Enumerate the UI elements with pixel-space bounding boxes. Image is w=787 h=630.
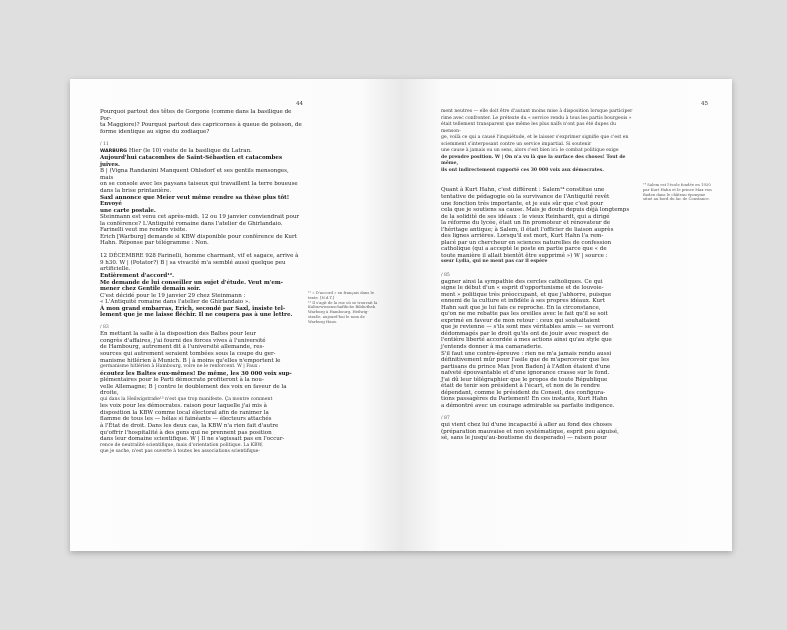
text-line: En mettant la salle à la disposition des Baltes pour leur [100, 331, 257, 338]
text-line: catholique (qui a accepté le poste en partie parce que « de [441, 246, 607, 253]
text-line: ennemi de la culture et infidèle à ses propres idéaux. Kurt [441, 298, 605, 305]
text-line: Hahn. Réponse par télégramme : Non. [100, 240, 209, 247]
left-text-column [100, 109, 302, 456]
text-line: lement que je me laisse fléchir. Il ne coupera pas à une lettre. [100, 312, 293, 319]
text-line: Aujourd'hui catacombes de Saint-Sébastien et catacombes juives. [100, 155, 283, 168]
text-line: rence de neutralité scientifique, mais d'orientation politique. La KBW, [100, 442, 263, 448]
text-line: une fonction très importante, et je suis sûr que c'est pour [441, 200, 604, 207]
text-line: ils ont indirectement rapporté ces 30 000 voix aux démocrates. [441, 167, 604, 173]
footnote-line: Baden dans le château éponyme [643, 191, 706, 197]
text-line: 9 h30. W | (Potator?) B | sa vivacité m'a semblé aussi quelque peu artificielle. [100, 259, 286, 273]
text-line: gagner ainsi la sympathie des cercles catholiques. Ce qui [441, 278, 603, 285]
text-line: les voix pour les démocrates. raison pour laquelle j'ai mis à [100, 403, 267, 410]
text-line: Steinmann est venu cet après-midi. 12 ou 19 janvier conviendrait pour [100, 214, 300, 221]
text-line: À mon grand embarras, Erich, secondé par Saxl, insiste tel- [100, 305, 286, 312]
footnotes [643, 183, 717, 202]
section-label: / 83 [100, 325, 109, 331]
text-line: placé par un chercheur en sciences naturelles de confession [441, 239, 612, 246]
text-line: plémentaires pour le Parti démocrate profiteront à la nou- [100, 377, 264, 384]
text-line: ge, voilà ce qui a causé l'inquiétude, et le laisser s'exprimer signifie que c'est en [441, 135, 629, 141]
text-line: qu'on ne me rebatte pas les oreilles avec le fait qu'il se soit [441, 311, 608, 318]
text-line: a démontré avec un courage admirable sa parfaite indigence. [441, 402, 615, 409]
text-line: l'entière liberté accordée à mes actions ainsi qu'au style que [441, 337, 612, 344]
text-line: ment neutres — elle doit être d'autant moins mise à disposition lorsque participer [441, 109, 633, 114]
footnote-line: Warburg à Hambourg, Heilwig- [308, 309, 369, 315]
footnote-line: situé au bord du lac de Constance. [643, 196, 710, 202]
footnotes [308, 291, 388, 325]
text-line: ment » politique très préoccupant, et que j'abhorre, puisque [441, 291, 612, 298]
text-line: tions passagères du Parlement! En ces instants, Kurt Hahn [441, 396, 608, 403]
text-line: « L'Antiquité romaine dans l'atelier de Ghirlandaio ». [100, 299, 251, 306]
text-line: signe le début d'un « esprit d'opportunisme et de louvoie- [441, 285, 604, 292]
text-line: (préparation mauvaise et non systématique, esprit peu aiguisé, [441, 428, 619, 435]
text-line: tentative de pédagogie où la survivance de l'Antiquité revêt [441, 194, 610, 201]
text-line: qu'offrir l'hospitalité à des gens qui ne prennent pas position [100, 429, 272, 436]
text-line: forme identique au signe du zodiaque? [100, 128, 210, 135]
text-line: sœur Lydia, qui ne ment pas car il espère [441, 259, 548, 265]
text-line: B | (Vigna Randanini Manquent Ohlsdorf et ses gentils mensonges, mais [100, 168, 289, 181]
footnote-line: Kulturwissenschaftliche Bibliothek [308, 304, 376, 310]
text-line: mener chez Gentile demain soir. [100, 286, 201, 293]
text-line: de Hambourg, autrement dit à l'université allemande, res- [100, 344, 265, 351]
text-line: dans la brise printanière. [100, 187, 172, 194]
right-page [401, 79, 732, 551]
text-line: exprimé en faveur de mon retour : ceux qui souhaitaient [441, 317, 601, 324]
text-line: WARBURG Hier (le 10) visite de la basilique du Latran. [100, 147, 252, 154]
text-line: disposition la KBW comme local électoral afin de ranimer la [100, 409, 269, 416]
text-line: S'il faut une contre-épreuve : rien ne m'a jamais rendu aussi [441, 350, 612, 357]
text-line: que je sache, n'est pas ouverte à toutes les associations scientifique- [100, 449, 260, 455]
text-line: naïveté épouvantable et d'une ignorance crasse sur le fond. [441, 370, 610, 377]
text-line: que je revienne — s'ils sont mes véritables amis — se verront [441, 324, 614, 331]
text-line: ta Maggiore)? Pourquoi partout des capricornes à queue de poisson, de [100, 122, 302, 129]
text-line: dans leur domaine scientifique. W | Il ne s'agissait pas en l'occur- [100, 436, 285, 443]
text-line: la réforme du lycée, était un fin promoteur et rénovateur de [441, 220, 611, 227]
section-label: / 87 [441, 415, 450, 421]
section-label: / 85 [441, 272, 450, 278]
text-line: de prendre position. W | On n'a vu là que la surface des choses! Tout de même, [441, 154, 626, 167]
text-line: qui vient chez lui d'une incapacité à aller au fond des choses [441, 421, 612, 428]
text-line: de la solidité de ses idéaux : le vieux Reinhardt, qui a dirigé [441, 213, 610, 220]
text-line: on se console avec les paysans taiseux qui travaillent la terre boueuse [100, 181, 298, 188]
text-line: Farinelli veut me rendre visite. [100, 227, 187, 234]
text-line: toute manière il allait bientôt être supprimé ») W | source : [441, 252, 608, 259]
book-spread [70, 79, 732, 551]
text-line: une cause à jamais ou un sens, alors c'est bien ici: le combat politique exige [441, 148, 619, 154]
text-line: une carte postale. [100, 207, 156, 214]
footnote-line: ¹⁴ Salem est l'école fondée en 1920 [643, 182, 711, 187]
text-line: germanisme hitlérien à Hambourg, voire ne le renforcent. W | Faux : [100, 364, 261, 370]
text-line: rime avec confronter. Le prétexte du « service rendu à tous les partis bourgeois » [441, 115, 632, 121]
text-line: Erich [Warburg] demande si KBW disponible pour conférence de Kurt [100, 233, 297, 240]
text-line: l'héritage antique; à Salem, il était l'officier de liaison auprès [441, 226, 614, 233]
text-line: velle Allemagne; B | contre le doublement des voix en faveur de la droite, [100, 383, 287, 397]
text-line: écoutez les Baltes eux-mêmes! De même, les 30 000 voix sup- [100, 370, 292, 377]
section-label: / 11 [100, 141, 109, 147]
text-line: C'est décidé pour le 19 janvier 29 chez Steinmann : [100, 292, 246, 299]
text-line: J'ai dû leur télégraphier que le propos de toute République [441, 376, 608, 383]
page-number: 44 [296, 101, 304, 107]
text-line: était de tenir son président à l'écart, et non de le rendre [441, 383, 600, 390]
footnote-line: straße, aujourd'hui le nom de [308, 313, 365, 319]
text-line: cela que je soutiens sa cause. Mais je doute depuis déjà longtemps [441, 207, 630, 214]
text-line: flamme de tous les — hélas si fainéants — électeurs attachés [100, 416, 272, 423]
text-line: Entièrement d'accord¹². [100, 273, 175, 280]
text-line: j'entends donner à ma camaraderie. [441, 344, 543, 350]
text-line: qui dans la Heilwigstraße¹³ n'est que trop manifeste. Ça montre comment [100, 396, 273, 402]
text-line: partisans du prince Max [von Baden] à l'Adlon étaient d'une [441, 363, 611, 370]
text-line: des lignes arrières. Lorsqu'il est mort, Kurt Hahn l'a rem- [441, 233, 604, 240]
text-line: définitivement mûr pour l'asile que de m'apercevoir que les [441, 357, 610, 364]
text-line: Saxl annonce que Meier veut même rendre sa thèse plus tôt! Envoyé [100, 194, 290, 208]
text-line: sé, sans le jusqu'au-boutisme du desperado) — raison pour [441, 435, 607, 442]
text-line: 12 DÉCEMBRE 928 Farinelli, homme charmant, vif et sagace, arrive à [100, 253, 299, 260]
text-line: était tellement transparent que même les plus naïfs n'ont pas été dupes du menson- [441, 122, 616, 134]
text-line: Me demande de lui conseiller un sujet d'étude. Veut m'em- [100, 279, 284, 286]
footnote-line: par Kurt Hahn et le prince Max von [643, 186, 712, 192]
speaker-label: WARBURG [100, 148, 128, 154]
footnote-line: ¹³ Il s'agit de la rue où se trouvait la [308, 299, 378, 305]
right-text-column [441, 109, 637, 442]
text-line: la conférence? L'Antiquité romaine dans l'atelier de Ghirlandaio. [100, 220, 283, 227]
text-line: dépendant, comme le président du Conseil, des configura- [441, 389, 606, 396]
footnote-line: texte. [N.d.T.] [308, 294, 335, 300]
page-number: 45 [701, 101, 709, 107]
footnote-line: Warburg Haus. [308, 318, 338, 324]
text-line: sources qui autrement seraient tombées sous la coupe du ger- [100, 351, 276, 357]
text-line: Hahn sait que je lui fais ce reproche. En la circonstance, [441, 304, 601, 311]
footnote-line: ¹² « D'accord » en français dans le [308, 290, 374, 295]
text-line: Quant à Kurt Hahn, c'est différent : Salem¹⁴ constitue une [441, 187, 605, 194]
left-page [70, 79, 401, 551]
text-line: Pourquoi partout des têtes de Gorgone (comme dans la basilique de Por- [100, 109, 292, 122]
text-line: congrès d'affaires, j'ai fourni des forces vives à l'université [100, 337, 266, 344]
text-line: sciemment s'interposant contre un service impartial. Si soutenir [441, 141, 592, 147]
text-line: dédommagés par le droit qu'ils ont de jouir avec respect de [441, 330, 609, 337]
text-line: à l'État de droit. Dans les deux cas, la KBW n'a rien fait d'autre [100, 423, 279, 430]
text-line: manisme hitlérien à Munich. B | à moins qu'elles n'emportent le [100, 357, 281, 364]
